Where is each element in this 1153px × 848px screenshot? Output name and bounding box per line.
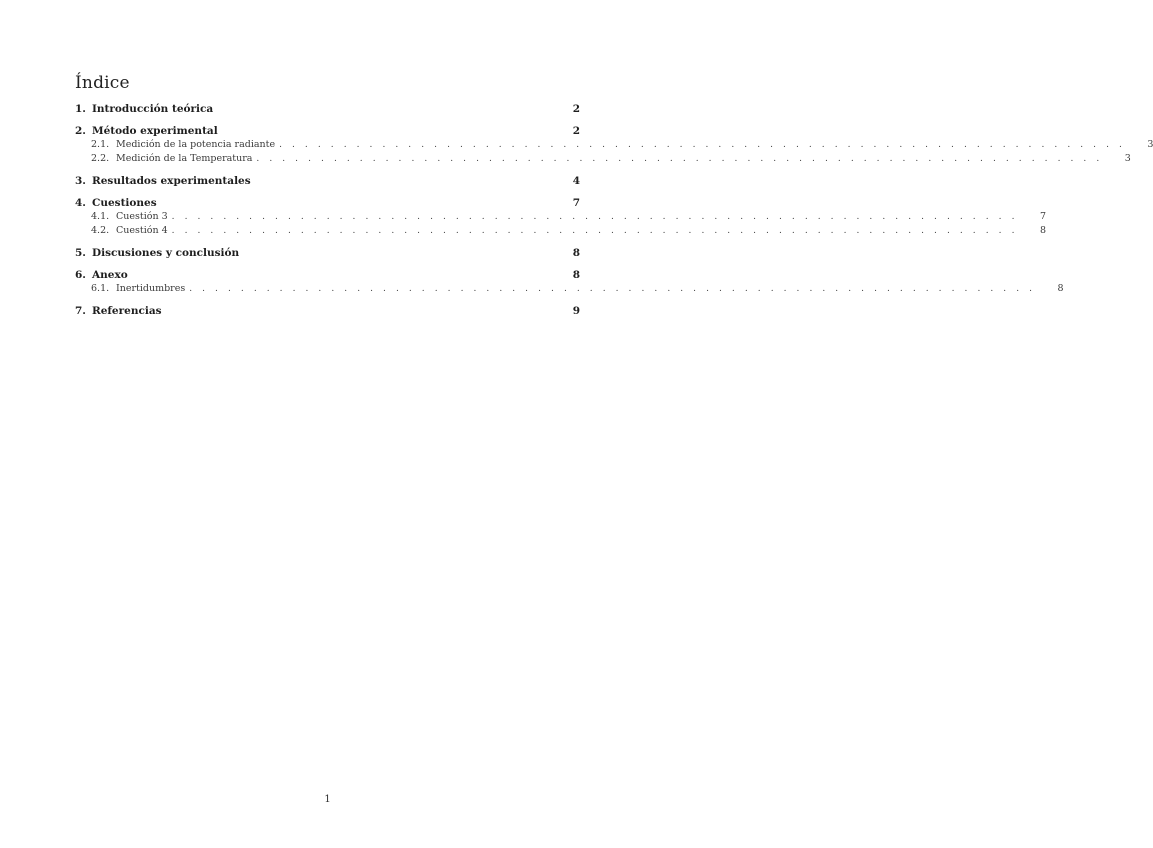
section-title: Cuestiones	[92, 197, 157, 209]
section-page-number: 2	[572, 103, 580, 115]
section-number: 1.	[75, 103, 86, 115]
leader-dots: . . . . . . . . . . . . . . . . . . . . . . . . . . . . . . . . . . . . . . . . . . . . . . . . . . . . . . . . . . . . . . . . . .	[171, 226, 1019, 236]
section-title: Método experimental	[92, 125, 218, 137]
subsection-page-number: 3	[1147, 139, 1153, 150]
toc-section	[75, 305, 580, 318]
subsection-number: 2.1.	[91, 139, 110, 150]
subsection-title: Cuestión 3	[116, 210, 172, 223]
subsection-page-number: 3	[1124, 153, 1131, 164]
section-title: Introducción teórica	[92, 103, 214, 115]
toc-subsection-entry[interactable]	[75, 138, 1153, 152]
toc-section-entry[interactable]	[75, 175, 580, 188]
section-page-number: 7	[572, 197, 580, 209]
section-title: Referencias	[92, 305, 162, 317]
subsection-number: 4.2.	[91, 225, 110, 236]
section-title: Anexo	[92, 269, 128, 281]
toc-subsection-entry[interactable]	[75, 282, 1064, 296]
footer-page-number: 1	[324, 794, 331, 805]
table-of-contents	[75, 103, 1153, 327]
toc-section	[75, 103, 580, 116]
toc-subsection-entry[interactable]	[75, 152, 1131, 166]
toc-section-entry[interactable]	[75, 305, 580, 318]
section-page-number: 8	[572, 247, 580, 259]
toc-title: Índice	[75, 73, 130, 93]
toc-section	[75, 269, 1064, 296]
section-number: 6.	[75, 269, 86, 281]
subsection-number: 2.2.	[91, 153, 110, 164]
section-page-number: 2	[572, 125, 580, 137]
leader-dots: . . . . . . . . . . . . . . . . . . . . . . . . . . . . . . . . . . . . . . . . . . . . . . . . . . . . . . . . . . . . . . . . . .	[171, 212, 1019, 222]
subsection-number: 6.1.	[91, 283, 110, 294]
toc-subsection-entry[interactable]	[75, 224, 1047, 238]
section-number: 3.	[75, 175, 86, 187]
section-title: Discusiones y conclusión	[92, 247, 240, 259]
section-page-number: 8	[572, 269, 580, 281]
leader-dots: . . . . . . . . . . . . . . . . . . . . . . . . . . . . . . . . . . . . . . . . . . . . . . . . . . . . . . . . . . . . . . . . . .	[189, 284, 1036, 294]
section-title: Resultados experimentales	[92, 175, 251, 187]
section-number: 2.	[75, 125, 86, 137]
subsection-number: 4.1.	[91, 211, 110, 222]
toc-section	[75, 175, 580, 188]
leader-dots: . . . . . . . . . . . . . . . . . . . . . . . . . . . . . . . . . . . . . . . . . . . . . . . . . . . . . . . . . . . . . . . . . .	[279, 140, 1126, 150]
section-page-number: 9	[572, 305, 580, 317]
section-page-number: 4	[572, 175, 580, 187]
section-number: 7.	[75, 305, 86, 317]
subsection-page-number: 7	[1039, 211, 1047, 222]
toc-section-entry[interactable]	[75, 103, 580, 116]
toc-section	[75, 247, 580, 260]
subsection-title: Inertidumbres	[116, 282, 189, 295]
section-number: 5.	[75, 247, 86, 259]
toc-subsection-entry[interactable]	[75, 210, 1047, 224]
leader-dots: . . . . . . . . . . . . . . . . . . . . . . . . . . . . . . . . . . . . . . . . . . . . . . . . . . . . . . . . . . . . . . . . . .	[256, 154, 1103, 164]
toc-section-entry[interactable]	[75, 247, 580, 260]
subsection-page-number: 8	[1039, 225, 1047, 236]
toc-section	[75, 125, 1153, 166]
subsection-title: Medición de la Temperatura	[116, 152, 256, 165]
subsection-title: Medición de la potencia radiante	[116, 138, 279, 151]
toc-section-entry[interactable]	[75, 197, 580, 210]
section-number: 4.	[75, 197, 86, 209]
subsection-title: Cuestión 4	[116, 224, 172, 237]
subsection-page-number: 8	[1057, 283, 1064, 294]
toc-section-entry[interactable]	[75, 125, 580, 138]
toc-section-entry[interactable]	[75, 269, 580, 282]
toc-section	[75, 197, 1047, 238]
